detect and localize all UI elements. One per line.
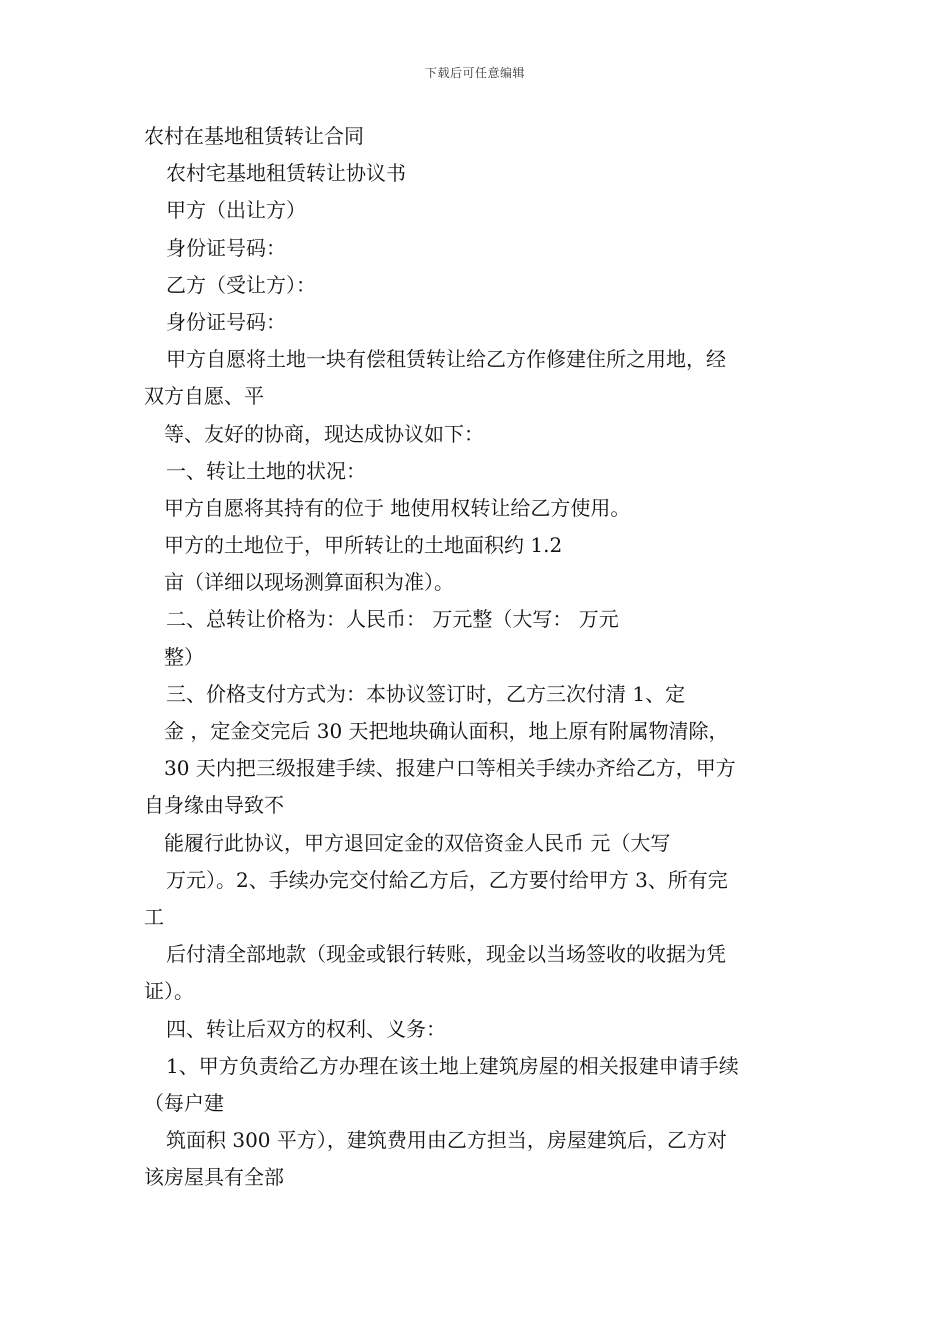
text-line: 工 [144,904,164,929]
page-header: 下载后可任意编辑 [424,66,525,80]
text-line: （每户建 [144,1090,224,1115]
text-line: 1、甲方负责给乙方办理在该土地上建筑房屋的相关报建申请手续 [166,1053,739,1078]
text-line: 三、价格支付方式为：本协议签订时，乙方三次付清 1、定 [166,681,686,706]
text-line: 农村宅基地租赁转让协议书 [166,161,406,186]
text-line: 自身缘由导致不 [144,793,284,818]
text-line: 甲方（出让方） [166,198,306,223]
text-line: 后付清全部地款（现金或银行转账，现金以当场签收的收据为凭 [166,942,726,967]
text-line: 亩（详细以现场测算面积为准）。 [164,570,454,595]
text-line: 筑面积 300 平方），建筑费用由乙方担当，房屋建筑后，乙方对 [166,1128,727,1153]
text-line: 能履行此协议，甲方退回定金的双倍资金人民币 元（大写 [164,830,671,855]
text-line: 金 ，定金交完后 30 天把地块确认面积，地上原有附属物清除， [164,719,729,743]
text-line: 四、转让后双方的权利、义务： [166,1016,446,1041]
text-line: 身份证号码： [166,309,286,334]
text-line: 身份证号码： [166,235,286,260]
text-line: 该房屋具有全部 [144,1165,284,1190]
text-line: 二、总转让价格为：人民币： 万元整（大写： 万元 [166,607,619,632]
document-body [144,118,808,1196]
text-line: 整） [164,644,204,669]
text-line: 双方自愿、平 [144,384,264,409]
text-line: 证）。 [144,979,194,1004]
text-line: 乙方（受让方）： [166,272,316,297]
text-line: 万元）。2、手续办完交付給乙方后，乙方要付给甲方 3、所有完 [166,867,728,892]
text-line: 甲方自愿将其持有的位于 地使用权转让给乙方使用。 [164,495,631,520]
text-line: 甲方的土地位于，甲所转让的土地面积约 1.2 [164,533,563,558]
text-line: 30 天内把三级报建手续、报建户口等相关手续办齐给乙方，甲方 [164,756,736,781]
text-line: 甲方自愿将土地一块有偿租赁转让给乙方作修建住所之用地，经 [166,347,726,372]
text-line: 一、转让土地的状况： [166,458,366,483]
document-title: 农村在基地租赁转让合同 [144,124,364,148]
text-line: 等、友好的协商，现达成协议如下： [164,421,484,446]
